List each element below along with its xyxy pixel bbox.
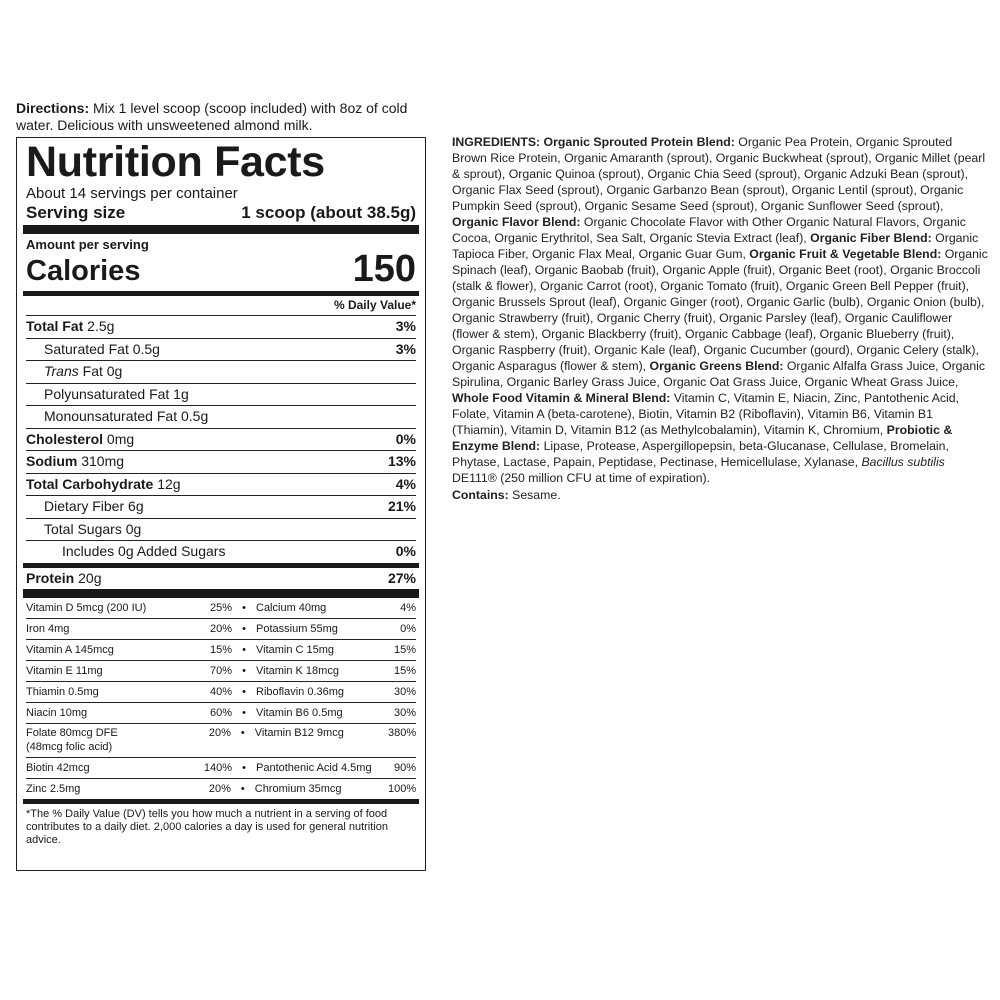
daily-value-footnote: *The % Daily Value (DV) tells you how much a nutrient in a serving of food contributes to a daily diet. 2,000 calories a day is used for general nutrition advice. [23, 799, 419, 847]
vitamin-row: Thiamin 0.5mg 40% • Riboflavin 0.36mg 30% [26, 681, 416, 702]
divider-thick [23, 225, 419, 234]
divider-thick [23, 589, 419, 598]
vitamins-minerals-table [26, 598, 416, 799]
amount-per-serving: Amount per serving [26, 237, 149, 252]
servings-per-container: About 14 servings per container [26, 185, 238, 202]
vitamin-row: Biotin 42mcg 140% • Pantothenic Acid 4.5mg 90% [26, 757, 416, 778]
calories-row [26, 248, 416, 290]
vitamin-row: Folate 80mcg DFE (48mcg folic acid) 20% • Vitamin B12 9mcg 380% [26, 723, 416, 757]
ingredients-text: INGREDIENTS: Organic Sprouted Protein Blend: Organic Pea Protein, Organic Sprouted Brown Rice Protein, Organic Amaranth (sprout), Organic Buckwheat (sprout), Organic Millet (pearl & sprout), Organic Quinoa (sprout), Organic Chia Seed (sprout), Organic Adzuki Bean (sprout), Organic Flax Seed (sprout), Organic Garbanzo Bean (sprout), Organic Lentil (sprout), Organic Pumpkin Seed (sprout), Organic Sesame Seed (sprout), Organic Sunflower Seed (sprout), Organic Flavor Blend: Organic Chocolate Flavor with Other Organic Natural Flavors, Organic Cocoa, Organic Erythritol, Sea Salt, Organic Stevia Extract (leaf), Organic Fiber Blend: Organic Tapioca Fiber, Organic Flax Meal, Organic Guar Gum, Organic Fruit & Vegetable Blend: Organic Spinach (leaf), Organic Baobab (fruit), Organic Apple (fruit), Organic Beet (root), Organic Broccoli (stalk & flower), Organic Carrot (root), Organic Tomato (fruit), Organic Green Bell Pepper (fruit), Organic Brussels Sprout (leaf), Organic Ginger (root), Organic Garlic (bulb), Organic Onion (bulb), Organic Strawberry (fruit), Organic Cherry (fruit), Organic Parsley (leaf), Organic Cauliflower (flower & stem), Organic Blackberry (fruit), Organic Cabbage (leaf), Organic Blueberry (fruit), Organic Raspberry (fruit), Organic Kale (leaf), Organic Cucumber (gourd), Organic Celery (stalk), Organic Asparagus (flower & stem), Organic Greens Blend: Organic Alfalfa Grass Juice, Organic Spirulina, Organic Barley Grass Juice, Organic Oat Grass Juice, Organic Wheat Grass Juice, Whole Food Vitamin & Mineral Blend: Vitamin C, Vitamin E, Niacin, Zinc, Pantothenic Acid, Folate, Vitamin A (beta-carotene), Biotin, Vitamin B2 (Riboflavin), Vitamin B6, Vitamin B1 (Thiamin), Vitamin D, Vitamin B12 (as Methylcobalamin), Vitamin K, Chromium, Probiotic & Enzyme Blend: Lipase, Protease, Aspergillopepsin, beta-Glucanase, Cellulase, Bromelain, Phytase, Lactase, Papain, Peptidase, Pectinase, Hemicellulase, Xylanase, Bacillus subtilis DE111® (250 million CFU at time of expiration). [452, 135, 988, 485]
vitamin-row: Zinc 2.5mg 20% • Chromium 35mcg 100% [26, 778, 416, 799]
nutrient-row-total-carbohydrate: Total Carbohydrate 12g 4% [26, 473, 416, 496]
nutrition-facts-title: Nutrition Facts [26, 138, 325, 186]
nutrition-facts-panel [16, 137, 426, 871]
directions-text: Mix 1 level scoop (scoop included) with 8oz of cold water. Delicious with unsweetened almond milk. [16, 100, 408, 133]
vitamin-row: Vitamin D 5mcg (200 IU) 25% • Calcium 40mg 4% [26, 602, 416, 614]
vitamin-row: Vitamin E 11mg 70% • Vitamin K 18mcg 15% [26, 660, 416, 681]
vitamin-row: Niacin 10mg 60% • Vitamin B6 0.5mg 30% [26, 702, 416, 723]
nutrient-row-saturated-fat: Saturated Fat 0.5g 3% [26, 338, 416, 361]
nutrient-row-added-sugars: Includes 0g Added Sugars 0% [26, 540, 416, 563]
nutrient-row-dietary-fiber: Dietary Fiber 6g 21% [26, 495, 416, 518]
calories-value: 150 [352, 248, 416, 290]
daily-value-header: % Daily Value* [333, 298, 416, 312]
nutrient-row-trans-fat: Trans Fat 0g [26, 360, 416, 383]
serving-size-value: 1 scoop (about 38.5g) [241, 203, 416, 222]
vitamin-row: Iron 4mg 20% • Potassium 55mg 0% [26, 618, 416, 639]
nutrient-row-sodium: Sodium 310mg 13% [26, 450, 416, 473]
nutrient-row-polyunsaturated-fat: Polyunsaturated Fat 1g [26, 383, 416, 406]
vitamin-row: Vitamin A 145mcg 15% • Vitamin C 15mg 15% [26, 639, 416, 660]
ingredients-list [452, 134, 988, 503]
nutrient-row-total-fat: Total Fat 2.5g 3% [26, 315, 416, 338]
nutrient-row-total-sugars: Total Sugars 0g [26, 518, 416, 541]
contains-allergen: Contains: Sesame. [452, 488, 561, 502]
nutrient-row-protein: Protein 20g 27% [26, 569, 416, 586]
serving-size-label: Serving size [26, 203, 126, 222]
nutrient-row-monounsaturated-fat: Monounsaturated Fat 0.5g [26, 405, 416, 428]
directions-label: Directions: [16, 100, 90, 116]
directions [16, 100, 436, 134]
nutrient-row-cholesterol: Cholesterol 0mg 0% [26, 428, 416, 451]
serving-size [26, 202, 416, 223]
calories-label: Calories [26, 255, 141, 287]
